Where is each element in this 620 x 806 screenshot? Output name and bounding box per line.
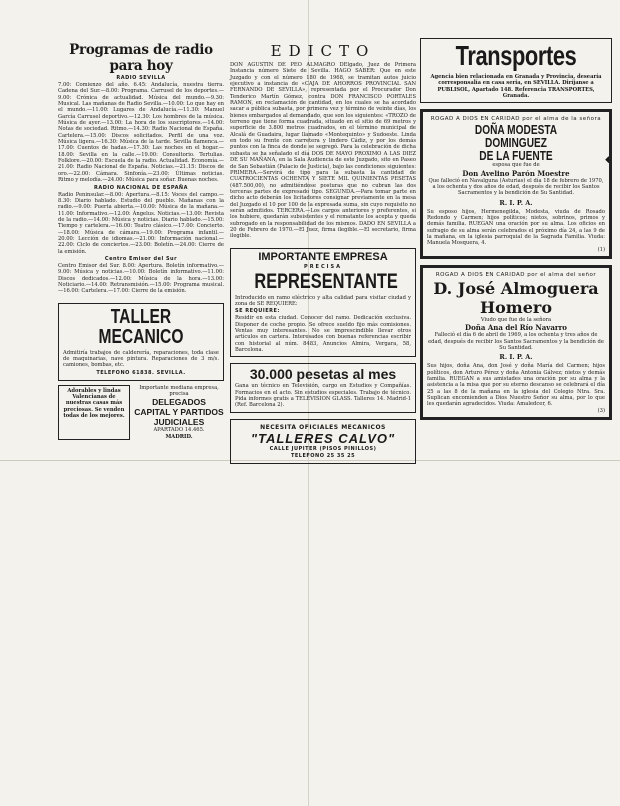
empresa-heading: IMPORTANTE EMPRESA (258, 250, 388, 263)
obit1-family: Su esposo hijos, Hermenegilda, Modesta, viuda de Rosado Redondo y Carmen; hijos políticos; nietos, sobrinos, primos y demás familia. RUEGAN una oración por su alma. Los oficios en sufragio de su alma serán celebrados el próximo día 24, a las 9 de la mañana, en la iglesia parroquial de la Sagrada Familia. Viuda: Manuela Mosquera, 4. (427, 208, 605, 247)
valencianas-body: Adorables y lindas Valencianas de nuestras casas más preciosas. Se venden todas de los mejores. (63, 387, 125, 420)
representante-ad (230, 248, 416, 358)
obit2-spouse-name: Doña Ana del Río Navarro (465, 323, 567, 333)
delegados-line3: JUDICIALES (153, 417, 205, 428)
requires-heading: SE REQUIERE: (235, 308, 280, 315)
centro-emisor-body: Centro Emisor del Sur. 8.00: Apertura. Boletín informativo.—9.00: Música y noticias.—10.00: Boletín informativo.—11.00: Discos dedicados.—12.00: Música de la hora.—13.00: Noticiario.—14.00: Retransmisión.—15.00: Programa musical.—16.00: Cartelera.—17.00: Cierre de la emisión. (58, 262, 224, 295)
obit1-spouse-name: Don Avelino Parón Moestre (462, 168, 570, 178)
obit2-family: Sus hijos, doña Ana, don José y doña María del Carmen; hijos políticos, don Arturo Pérez y doña Antonia Gálvez; nietos y demás familia. RUEGAN a sus amistades una oración por su alma y la asistencia a la misa que por su eterno descanso se celebrará el día 25 a las 8 de la mañana en la iglesia del Colegio Ntra. Sra. Suplican encomienden a Dios Nuestro Señor su alma, por lo que les quedarán agradecidos. Viuda: Amaledcer, 6. (427, 363, 605, 408)
calvo-address: CALLE JUPITER (PISOS PINILLOS) (269, 445, 377, 452)
radio-nacional-body: Radio Peninsular.—8.00: Apertura.—8.15: Voces del campo.—8.30: Diario hablado. Estudio del pueblo. Mañanas con la radio.—9.00: Puerta abierta.—10.00: Música de la mañana.—11.00: Informativo.—12.00: Ángelus. Noticias.—13.00: Revista de la radio.—14.00: Música y noticias. Diario hablado.—15.00: Tiempo y cartelera.—16.00: Teatro clásico.—17.00: Concierto.—18.00: Música de cámara.—19.00: Programa infantil.—20.00: Lección de idiomas.—21.00: Información nacional.—22.00: Ciclo de conciertos.—23.00: Boletín.—24.00: Cierre de la emisión. (58, 191, 224, 255)
column-right (420, 38, 612, 420)
edicto-title: EDICTO (270, 42, 376, 60)
taller-mecanico-ad (58, 303, 224, 381)
calvo-name: "TALLERES CALVO" (250, 430, 396, 446)
delegados-line5: MADRID. (165, 433, 193, 440)
delegados-ad (134, 385, 224, 440)
obituary-jose (420, 265, 612, 420)
obit1-rip: R. I. P. A. (499, 198, 533, 207)
taller-title: TALLER MECANICO (98, 305, 184, 348)
obit1-name1: DOÑA MODESTA DOMINGUEZ (474, 122, 558, 151)
radio-programs-title: Programas de radio para hoy (69, 42, 213, 74)
obit1-name2: DE LA FUENTE (479, 148, 553, 164)
obit1-pretitle: ROGAD A DIOS EN CARIDAD por el alma de la señora (430, 116, 602, 123)
radio-sevilla-heading: RADIO SEVILLA (116, 75, 166, 81)
obit2-rip: R. I. P. A. (499, 353, 533, 362)
transportes-body: Agencia bien relacionada en Granada y Provincia, desearía corresponsalía en casa seria, en SEVILLA. Diríjanse a PUBLISOL, Apartado 148. Referencia TRANSPORTES, Granada. (430, 74, 602, 100)
taller-phone: TELEFONO 61838. SEVILLA. (96, 369, 186, 376)
obit2-death: Falleció el día 6 de abril de 1969, a los ochenta y tres años de edad, después de recibir los Santos Sacramentos y la bendición de Su Santidad. (428, 332, 604, 352)
pesetas-ad (230, 363, 416, 412)
column-middle (230, 38, 416, 464)
margin-mark: ◆ (605, 155, 612, 165)
obit2-pretitle: ROGAD A DIOS EN CARIDAD por el alma del señor (435, 272, 597, 279)
obit1-spouse: esposa que fue de (492, 162, 540, 169)
obit1-ref: (1) (597, 246, 605, 253)
delegados-line2: DELEGADOS CAPITAL Y PARTIDOS (134, 397, 224, 418)
radio-sevilla-body: 7.00: Comienzo del año. 6.45: Andalucía, nuestra tierra. Cadena del Sur.—8.00: Programa. Carrusel de los deportes.—9.00: Crónica de actualidad. Música del mundo.—9.30: Musical. Las mañanas de Radio Sevilla.—10.00: Lo que hay en el mundo.—11.00: Lugares de Andalucía.—11.30: Manuel García Carrusel deportivo.—12.30: Los hombres de la música. Música de ayer.—13.00: La hora de los suscriptores.—14.00: Notas de sociedad. Ritmo.—14.30: Radio Nacional de España. Cartelera.—15.00: Discos solicitados. Perfil de una voz. Música ligera.—16.30: Música de la tarde. Sevilla flamenca.—17.00: Cuentos de hadas.—17.30: Las noches en el hogar.—18.00: Sevilla en la calle.—19.00: Consultorio. Tertulias. Folklore.—20.00: Escuela de la radio. Actualidad. Economía.—21.00: Radio Nacional de España. Noticias.—21.15: Discos de oro.—22.00: Cámara. Sinfonía.—23.00: Últimas noticias. Ritmo y melodía.—24.00: Música para soñar. Buenas noches. (58, 82, 224, 184)
requires-body: Residir en esta ciudad. Conocer del ramo. Dedicación exclusiva. Disponer de coche propio. Se ofrece sueldo fijo más comisiones. Ventas muy interesantes. No se imprescindible llevar otros artículos en cartera. Interesados con buenas referencias escribir con historial al núm. 8483, Anuncios Almira, Vergara, 58, Barcelona. (235, 315, 411, 354)
obituary-modesta (420, 109, 612, 259)
obit2-name1: D. José Almoguera (433, 279, 599, 299)
taller-body: Admitiría trabajos de calderería, reparaciones, toda clase de maquinarias, nave pintura. Reparaciones de 3 m/s. camiones, bombas, etc. (63, 349, 219, 369)
transportes-title: Transportes (455, 40, 577, 71)
delegados-line1: Importante mediana empresa, precisa (139, 384, 219, 397)
representante-title: REPRESENTANTE (254, 269, 398, 293)
transportes-ad (420, 38, 612, 103)
valencianas-ad (58, 385, 130, 440)
obit1-death: Que falleció en Navalguna (Asturias) el día 18 de febrero de 1970, a los ochenta y dos años de edad, después de recibir los Santos Sacramentos y la bendición de Su Santidad. (428, 177, 604, 197)
edicto-body: DON AGUSTIN DE PEO ALMAGRO DElgado, Juez de Primera Instancia número Siete de Sevilla. HAGO SABER: Que en este Juzgado y con el número 180 de 1968, se tramitan autos juicio ejecutivo a instancia de «CAJA DE AHORROS PROVINCIAL SAN FERNANDO DE SEVILLA», representada por el Procurador Don Tenderico Martín Gómez, contra DON FRANCISCO PORTALES RAMON, en reclamación de cantidad, en los cuales se ha acordado sacar a pública subasta, por primera vez y término de veinte días, los bienes embargados al demandado, que son los siguientes: «TROZO de terreno que tiene forma cuadrada, situado en el sitio de 69 metros y superficie de 3.800 metros cuadrados, en el término municipal de Alcalá de Guadaira, lugar llamado «Montequinto» y Sudoeste. Linda en todo su frente con carretera y lindero Cádiz, y por los demás puntos con la finca de donde se segregó. Para la celebración de dicha subasta se ha señalado el día DOS DE MAYO PROXIMO A LAS DIEZ DE SU MAÑANA, en la Sala Audiencia de este Juzgado, sito en Paseo de San Sebastián (Palacio de Justicia), bajo las condiciones siguientes: PRIMERA.—Servirá de tipo para la subasta la cantidad de CUATROCIENTAS OCHENTA Y SIETE MIL QUINIENTAS PESETAS (487.500,00), no admitiéndose posturas que no cubran las dos terceras partes de expresado tipo. SEGUNDA.—Para tomar parte en dicho acto deberán los licitadores consignar previamente en la mesa del Juzgado el 10 por 100 de la expresada suma, sin cuyo requisito no serán admitidos. TERCERA.—Los cargos anteriores y preferentes, si los hubiere, quedarán subsistentes y el rematante los acepta y queda subrogado en la responsabilidad de los mismos. DADO EN SEVILLA a 20 de Febrero de 1970.—El Juez, firma ilegible.—El secretario, firma ilegible. (230, 62, 416, 240)
obit2-spouse: Viudo que fue de la señora (480, 317, 552, 324)
delegados-line4: APARTADO 14.465. (153, 427, 205, 434)
obit2-name2: Homero (480, 298, 552, 318)
centro-emisor-heading: Centro Emisor del Sur (104, 255, 178, 262)
calvo-phone: TELEFONO 25 35 25 (290, 452, 356, 459)
radio-nacional-heading: RADIO NACIONAL DE ESPAÑA (94, 184, 188, 191)
representante-intro: Introducido en ramo eléctrico y alta calidad para visitar ciudad y zona de SE REQUIERE: (235, 294, 411, 307)
pesetas-title: 30.000 pesetas al mes (249, 366, 397, 383)
talleres-calvo-ad (230, 419, 416, 464)
bottom-ads-row (58, 385, 224, 440)
calvo-top: NECESITA OFICIALES MECANICOS (260, 423, 386, 431)
column-left (58, 38, 224, 440)
pesetas-body: Gana un técnico en Televisión, cargo en Estudios y Compañías. Formacios en el acto. Sin estudios especiales. Trabajo de técnico. Pida informes gratis a TELEVISION GLASS. Talleres 14. Madrid-1 (Ref. Barcelona 2). (235, 383, 411, 409)
obit2-ref: (3) (597, 407, 605, 414)
empresa-precisa: PRECISA (304, 263, 342, 270)
